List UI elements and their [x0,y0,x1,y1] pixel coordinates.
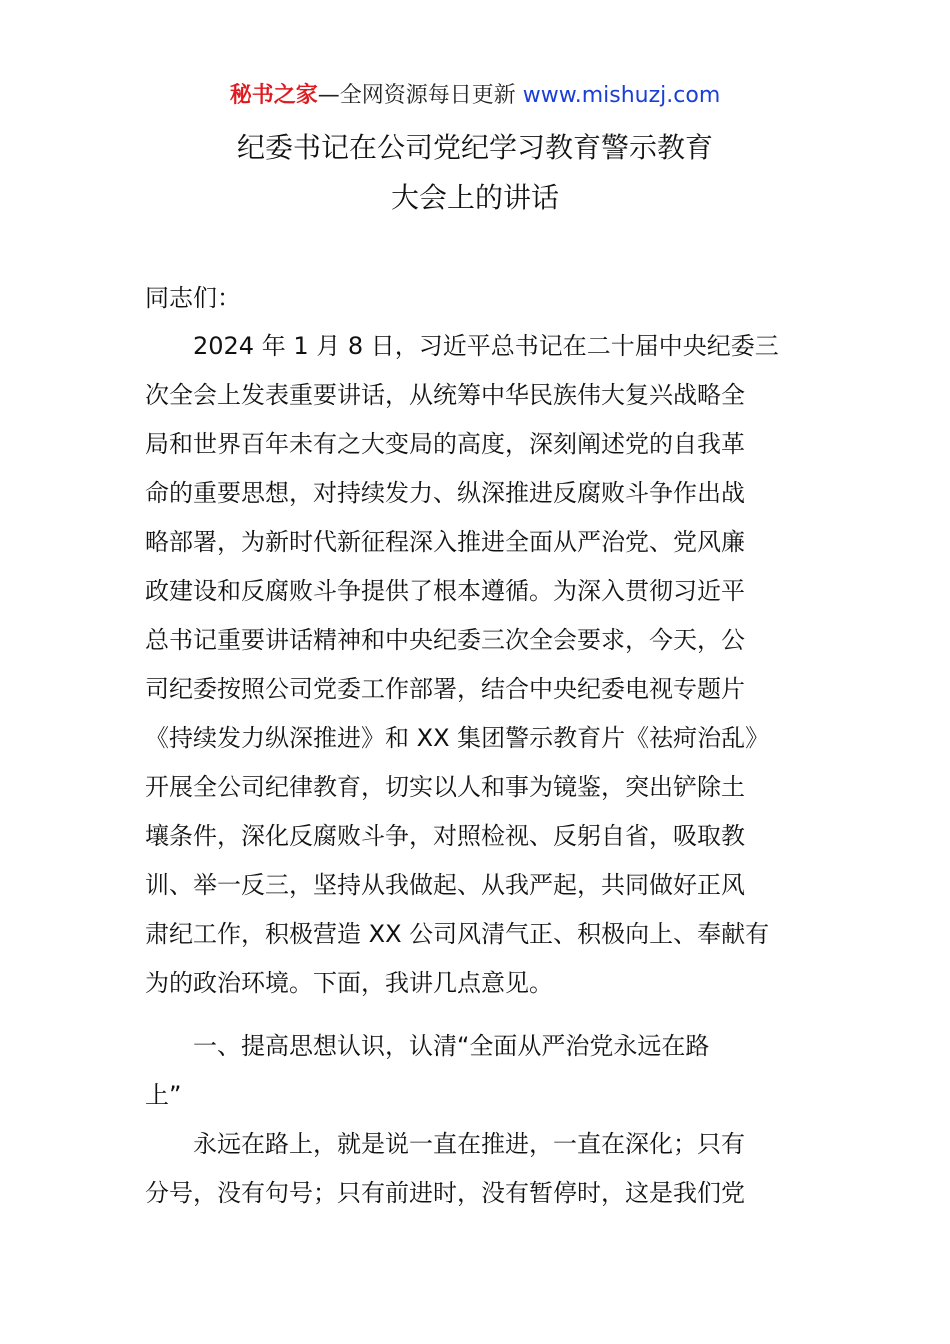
section-heading-1 [145,1022,809,1120]
paragraph-line: 命的重要思想，对持续发力、纵深推进反腐败斗争作出战 [145,479,745,507]
paragraph-line: 肃纪工作，积极营造 XX 公司风清气正、积极向上、奉献有 [145,920,770,948]
paragraph-line: 政建设和反腐败斗争提供了根本遵循。为深入贯彻习近平 [145,577,745,605]
paragraph-line: 略部署，为新时代新征程深入推进全面从严治党、党风廉 [145,528,745,556]
brand-name: 秘书之家 [229,83,318,108]
heading-line: 上” [145,1081,182,1109]
paragraph-line: 局和世界百年未有之大变局的高度，深刻阐述党的自我革 [145,430,745,458]
salutation-text: 同志们： [145,284,241,312]
paragraph-line: 2024 年 1 月 8 日，习近平总书记在二十届中央纪委三 [145,332,779,360]
salutation [145,274,809,323]
paragraph-line: 壤条件，深化反腐败斗争，对照检视、反躬自省，吸取教 [145,822,745,850]
paragraph-line: 总书记重要讲话精神和中央纪委三次全会要求，今天，公 [145,626,745,654]
paragraph-line: 分号，没有句号；只有前进时，没有暂停时，这是我们党 [145,1179,745,1207]
site-header [0,80,950,112]
paragraph-line: 司纪委按照公司党委工作部署，结合中央纪委电视专题片 [145,675,745,703]
paragraph-line: 《持续发力纵深推进》和 XX 集团警示教育片《祛疴治乱》 [145,724,770,752]
document-title-line-2: 大会上的讲话 [390,181,559,214]
heading-line: 一、提高思想认识，认清“全面从严治党永远在路 [145,1032,710,1060]
paragraph-1 [145,322,809,1008]
paragraph-line: 次全会上发表重要讲话，从统筹中华民族伟大复兴战略全 [145,381,745,409]
paragraph-2 [145,1120,809,1218]
site-url[interactable]: www.mishuzj.com [522,83,721,108]
paragraph-line: 开展全公司纪律教育，切实以人和事为镜鉴，突出铲除土 [145,773,745,801]
header-tagline: —全网资源每日更新 [317,83,516,108]
paragraph-line: 永远在路上，就是说一直在推进，一直在深化；只有 [145,1130,745,1158]
paragraph-line: 训、举一反三，坚持从我做起、从我严起，共同做好正风 [145,871,745,899]
paragraph-line: 为的政治环境。下面，我讲几点意见。 [145,969,553,997]
document-title-line-1: 纪委书记在公司党纪学习教育警示教育 [236,131,713,164]
